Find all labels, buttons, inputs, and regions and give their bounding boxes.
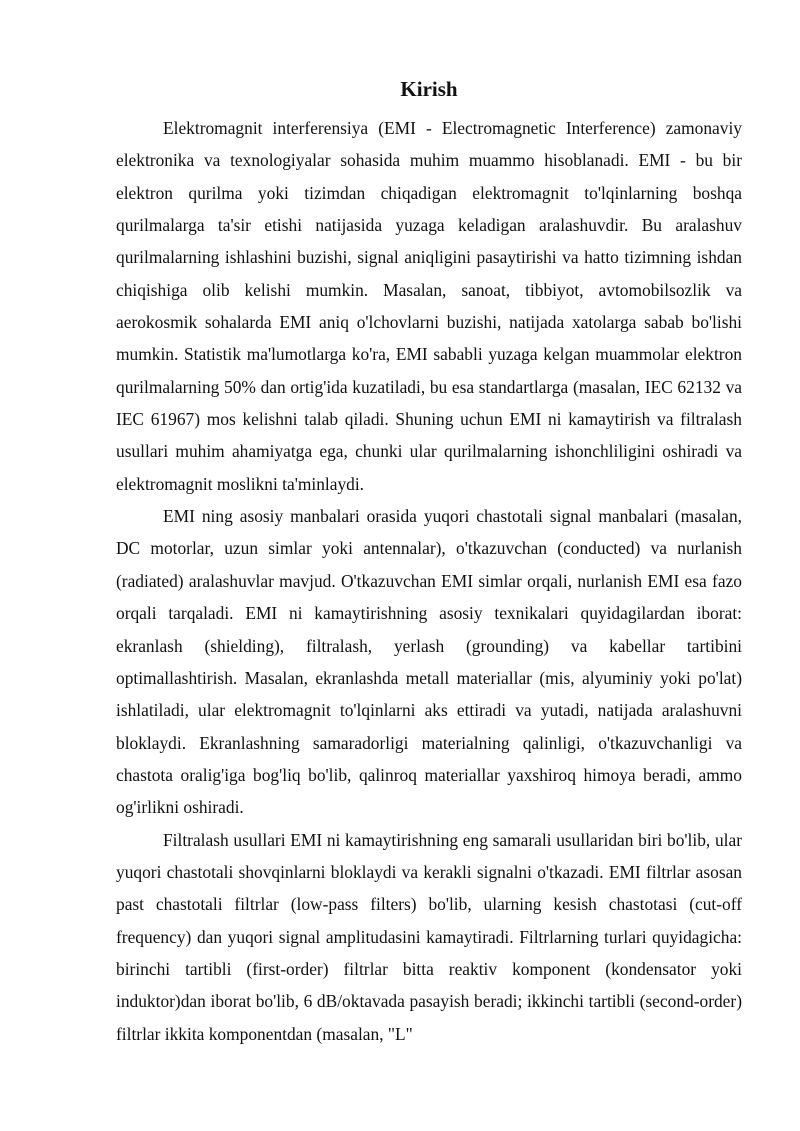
- paragraph-2: EMI ning asosiy manbalari orasida yuqori chastotali signal manbalari (masalan, DC motorlar, uzun simlar yoki antennalar), o'tkazuvchan (conducted) va nurlanish (radiated) aralashuvlar mavjud. O'tkazuvchan EMI simlar orqali, nurlanish EMI esa fazo orqali tarqaladi. EMI ni kamaytirishning asosiy texnikalari quyidagilardan iborat: ekranlash (shielding), filtralash, yerlash (grounding) va kabellar tartibini optimallashtirish. Masalan, ekranlashda metall materiallar (mis, alyuminiy yoki po'lat) ishlatiladi, ular elektromagnit to'lqinlarni aks ettiradi va yutadi, natijada aralashuvni bloklaydi. Ekranlashning samaradorligi materialning qalinligi, o'tkazuvchanligi va chastota oralig'iga bog'liq bo'lib, qalinroq materiallar yaxshiroq himoya beradi, ammo og'irlikni oshiradi.: [116, 506, 742, 818]
- paragraph-3: Filtralash usullari EMI ni kamaytirishning eng samarali usullaridan biri bo'lib, ular yuqori chastotali shovqinlarni bloklaydi va kerakli signalni o'tkazadi. EMI filtrlar asosan past chastotali filtrlar (low-pass filters) bo'lib, ularning kesish chastotasi (cut-off frequency) dan yuqori signal amplitudasini kamaytiradi. Filtrlarning turlari quyidagicha: birinchi tartibli (first-order) filtrlar bitta reaktiv komponent (kondensator yoki induktor)dan iborat bo'lib, 6 dB/oktavada pasayish beradi; ikkinchi tartibli (second-order) filtrlar ikkita komponentdan (masalan, "L": [116, 829, 742, 1044]
- page-title: Kirish: [400, 77, 458, 101]
- paragraph-1: Elektromagnit interferensiya (EMI - Electromagnetic Interference) zamonaviy elektronika va texnologiyalar sohasida muhim muammo hisoblanadi. EMI - bu bir elektron qurilma yoki tizimdan chiqadigan elektromagnit to'lqinlarning boshqa qurilmalarga ta'sir etishi natijasida yuzaga keladigan aralashuvdir. Bu aralashuv qurilmalarning ishlashini buzishi, signal aniqligini pasaytirishi va hatto tizimning ishdan chiqishiga olib kelishi mumkin. Masalan, sanoat, tibbiyot, avtomobilsozlik va aerokosmik sohalarda EMI aniq o'lchovlarni buzishi, natijada xatolarga sabab bo'lishi mumkin. Statistik ma'lumotlarga ko'ra, EMI sababli yuzaga kelgan muammolar elektron qurilmalarning 50% dan ortig'ida kuzatiladi, bu esa standartlarga (masalan, IEC 62132 va IEC 61967) mos kelishni talab qiladi. Shuning uchun EMI ni kamaytirish va filtralash usullari muhim ahamiyatga ega, chunki ular qurilmalarning ishonchliligini oshiradi va elektromagnit moslikni ta'minlaydi.: [116, 118, 742, 494]
- document-body: [116, 112, 742, 1050]
